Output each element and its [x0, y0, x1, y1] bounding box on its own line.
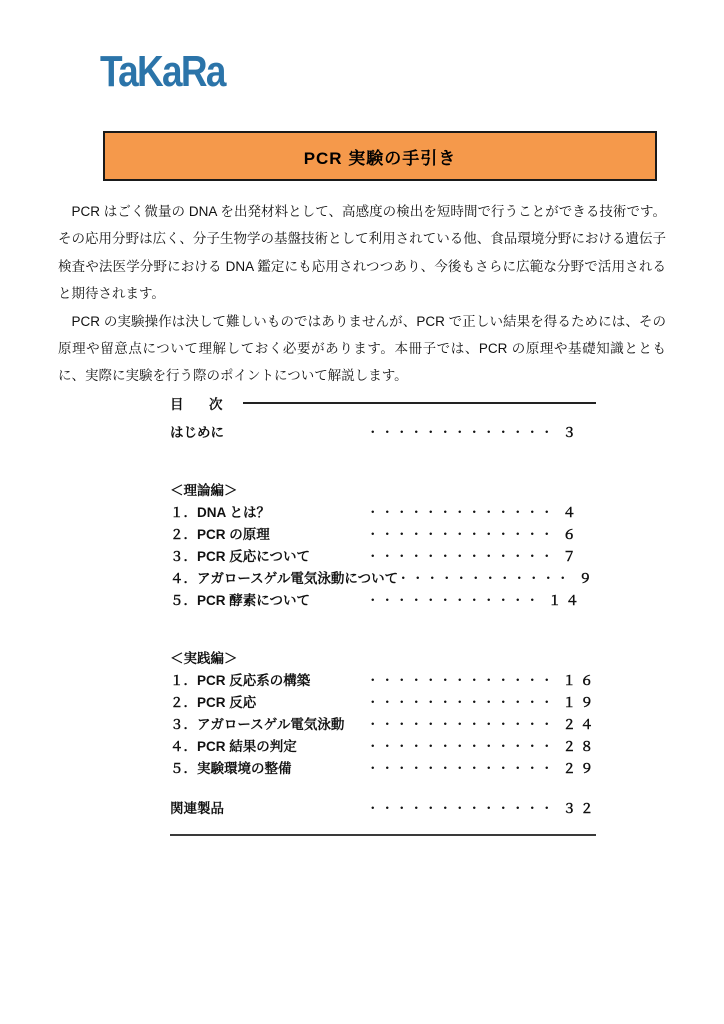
toc-page-number: ４: [562, 505, 580, 520]
toc-item-label: はじめに: [170, 425, 224, 440]
toc-group-gap: [170, 780, 596, 798]
toc-item-label: ２．PCR 反応: [170, 695, 257, 710]
toc-row: [170, 524, 596, 546]
toc-page-number: ２８: [562, 739, 598, 754]
toc-dot-leader: ・・・・・・・・・・・・・: [366, 549, 555, 564]
toc-dot-leader: ・・・・・・・・・・・・・: [366, 425, 555, 440]
toc-page-number: １９: [562, 695, 598, 710]
toc-page-number: ９: [578, 571, 596, 586]
toc-dot-leader: ・・・・・・・・・・・・・: [366, 505, 555, 520]
toc-item-label: ２．PCR の原理: [170, 527, 270, 542]
toc-row: [170, 736, 596, 758]
toc-row: [170, 692, 596, 714]
toc-item-label: ３．PCR 反応について: [170, 549, 310, 564]
title-banner: [103, 131, 657, 181]
toc-page-number: ６: [562, 527, 580, 542]
toc-item-label: 関連製品: [170, 801, 224, 816]
toc-dot-leader: ・・・・・・・・・・・・・: [366, 717, 555, 732]
intro-paragraph-1: PCR はごく微量の DNA を出発材料として、高感度の検出を短時間で行うことができる技術です。その応用分野は広く、分子生物学の基盤技術として利用されている他、食品環境分野における遺伝子検査や法医学分野における DNA 鑑定にも応用されつつあり、今後もさらに広範な分野で活用されると期待されます。: [58, 204, 666, 302]
toc-page-number: ２４: [562, 717, 598, 732]
toc-group-gap: [170, 612, 596, 630]
page-title: PCR 実験の手引き: [303, 148, 457, 168]
toc-section-heading: ＜理論編＞: [170, 483, 238, 498]
toc-item-label: ４．アガロースゲル電気泳動について: [170, 571, 399, 586]
toc-item-label: ４．PCR 結果の判定: [170, 739, 297, 754]
toc-header-label: 目 次: [170, 397, 229, 412]
toc-header: [170, 392, 596, 414]
toc-section-heading: ＜実践編＞: [170, 651, 238, 666]
toc-group-gap: [170, 444, 596, 462]
toc-dot-leader: ・・・・・・・・・・・・・: [366, 527, 555, 542]
table-of-contents: [170, 392, 596, 836]
intro-text: [58, 198, 666, 390]
toc-dot-leader: ・・・・・・・・・・・・・: [366, 739, 555, 754]
toc-row: [170, 568, 596, 590]
toc-item-label: ５．実験環境の整備: [170, 761, 292, 776]
toc-page-number: １４: [548, 593, 583, 608]
toc-page-number: ２９: [562, 761, 598, 776]
toc-dot-leader: ・・・・・・・・・・・・・: [366, 673, 555, 688]
toc-dot-leader: ・・・・・・・・・・・・: [396, 571, 571, 586]
toc-header-rule: [243, 402, 597, 404]
toc-item-label: １．PCR 反応系の構築: [170, 673, 311, 688]
toc-row: [170, 502, 596, 524]
toc-item-label: ３．アガロースゲル電気泳動: [170, 717, 345, 732]
intro-paragraph-2: PCR の実験操作は決して難しいものではありませんが、PCR で正しい結果を得るためには、その原理や留意点について理解しておく必要があります。本冊子では、PCR の原理や基礎知識とともに、実際に実験を行う際のポイントについて解説します。: [58, 313, 666, 384]
takara-logo: TaKaRa: [100, 47, 225, 96]
toc-page-number: ３: [562, 425, 580, 440]
toc-page-number: ７: [562, 549, 580, 564]
toc-item-label: ５．PCR 酵素について: [170, 593, 310, 608]
toc-list: [170, 422, 596, 820]
toc-row: [170, 422, 596, 444]
toc-bottom-rule: [170, 834, 596, 836]
toc-dot-leader: ・・・・・・・・・・・・・: [366, 761, 555, 776]
toc-item-label: １．DNA とは？: [170, 505, 270, 520]
toc-row: [170, 670, 596, 692]
toc-dot-leader: ・・・・・・・・・・・・・: [366, 695, 555, 710]
toc-row: [170, 714, 596, 736]
toc-dot-leader: ・・・・・・・・・・・・・: [366, 801, 555, 816]
toc-page-number: ３２: [562, 801, 598, 816]
toc-row: [170, 798, 596, 820]
toc-dot-leader: ・・・・・・・・・・・・: [366, 593, 540, 608]
toc-row: [170, 546, 596, 568]
toc-row: [170, 758, 596, 780]
toc-page-number: １６: [562, 673, 598, 688]
toc-row: [170, 590, 596, 612]
